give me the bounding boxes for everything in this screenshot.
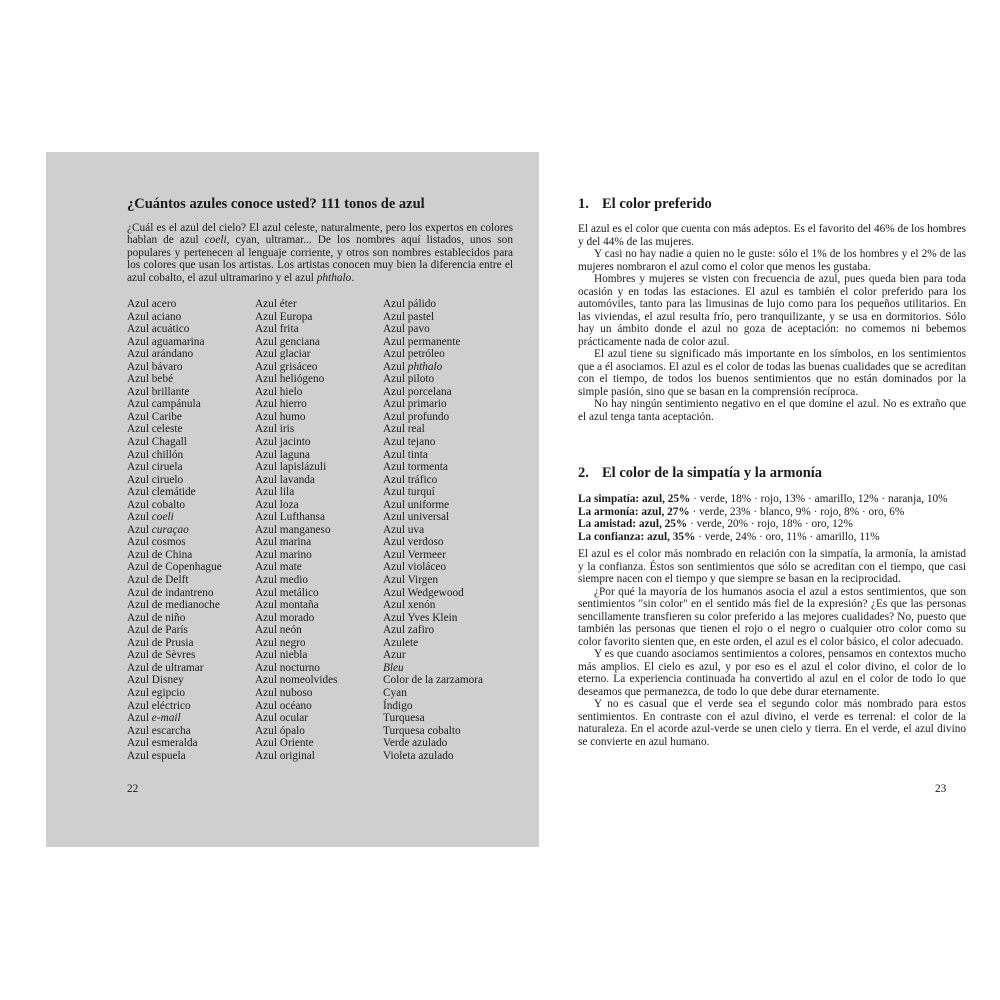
list-item: Verde azulado [383, 737, 448, 750]
list-item: Azul turquí [383, 486, 435, 499]
list-item: Azul lila [255, 486, 295, 499]
list-item: Azul niebla [255, 649, 308, 662]
list-item: Azulete [383, 636, 419, 649]
list-item: Azul original [255, 749, 315, 762]
stat-row [578, 518, 968, 531]
paragraph: Y es que cuando asociamos sentimientos a colores, pensamos en contextos mucho más amplios. El cielo es azul, y por eso es el azul el color divino, el color de lo eterno. La experiencia continuada ha convertido al azul en el color de todo lo que deseamos que permanezca, de todo lo que debe durar eternamente. [578, 648, 966, 698]
list-item: Azul ocular [255, 712, 309, 725]
list-item: Azul morado [255, 611, 315, 624]
stat-label: La armonía: azul, 27% [578, 505, 690, 518]
list-item: Azul bebé [127, 373, 174, 386]
list-item: Azul de Copenhague [127, 561, 222, 574]
list-item: Azul océano [255, 699, 312, 712]
list-item: Color de la zarzamora [383, 674, 484, 687]
list-item: Azul Lufthansa [255, 511, 325, 524]
list-item: Azul éter [255, 298, 297, 310]
list-item: Azul lapislázuli [255, 461, 327, 474]
section-2-number: 2. [578, 465, 589, 481]
section-2-body [578, 548, 966, 748]
list-item: Azul zafiro [383, 624, 435, 637]
list-item: Azul ciruela [127, 461, 183, 474]
left-page [46, 152, 539, 847]
list-column-3 [383, 298, 511, 762]
list-item: Azul celeste [127, 423, 183, 436]
list-item: Azul real [383, 423, 425, 436]
paragraph: Y casi no hay nadie a quien no le guste: sólo el 1% de los hombres y el 2% de las mujeres nombraron el azul como el color que menos les gustaba. [578, 248, 966, 273]
list-item: Azul aguamarina [127, 335, 205, 348]
list-item: Azul nuboso [255, 686, 313, 699]
list-item: Azul uniforme [383, 498, 450, 511]
paragraph: No hay ningún sentimiento negativo en el que domine el azul. No es extraño que el azul tenga tanta aceptación. [578, 398, 966, 423]
list-item: Azul de París [127, 624, 188, 637]
list-item: Azul phthalo [383, 360, 443, 373]
section-1-heading [578, 196, 712, 213]
list-item: Azul pálido [383, 298, 437, 310]
list-item: Azul Europa [255, 310, 313, 323]
list-item: Azul jacinto [255, 436, 311, 449]
list-item: Azul egipcio [127, 686, 186, 699]
list-item: Azul Virgen [383, 574, 439, 587]
list-item: Azur [383, 649, 406, 662]
list-item: Azul cobalto [127, 498, 186, 511]
list-item: Azul de ultramar [127, 661, 204, 674]
paragraph: El azul es el color que cuenta con más adeptos. Es el favorito del 46% de los hombres y del 44% de las mujeres. [578, 223, 966, 248]
stat-row [578, 506, 968, 519]
list-item: Violeta azulado [383, 749, 454, 762]
list-item: Azul ópalo [255, 724, 305, 737]
section-1-number: 1. [578, 196, 589, 212]
paragraph: Y no es casual que el verde sea el segundo color más nombrado para estos sentimientos. En contraste con el azul divino, el verde es terrenal: el color de la naturaleza. En el acorde azul-verde se unen cielo y tierra. En el verde, el azul divino se convierte en azul humano. [578, 698, 966, 748]
paragraph: El azul tiene su significado más importante en los símbolos, en los sentimientos que a él asociamos. El azul es el color de todas las buenas cualidades que se acreditan con el tiempo, de todos los buenos sentimientos que no están dominados por la simple pasión, sino que se basan en la comprensión recíproca. [578, 348, 966, 398]
list-item: Azul acuático [127, 323, 190, 336]
list-item: Azul bávaro [127, 360, 183, 373]
stat-row [578, 493, 968, 506]
stat-values: · verde, 24% · oro, 11% · amarillo, 11% [695, 530, 880, 543]
list-item: Cyan [383, 686, 407, 699]
list-item: Azul Vermeer [383, 548, 446, 561]
list-item: Azul tejano [383, 436, 436, 449]
list-item: Azul Chagall [127, 436, 187, 449]
list-item: Azul uva [383, 523, 425, 536]
list-item: Azul petróleo [383, 348, 445, 361]
list-item: Azul hielo [255, 385, 303, 398]
list-item: Azul tráfico [383, 473, 438, 486]
page-number: 23 [935, 783, 947, 795]
list-item: Azul escarcha [127, 724, 191, 737]
list-item: Azul metálico [255, 586, 319, 599]
list-item: Azul violáceo [383, 561, 447, 574]
stat-values: · verde, 18% · rojo, 13% · amarillo, 12% · naranja, 10% [690, 493, 948, 505]
list-item: Azul eléctrico [127, 699, 191, 712]
list-item: Azul cosmos [127, 536, 186, 549]
list-item: Azul Wedgewood [383, 586, 464, 599]
list-item: Azul coeli [127, 511, 174, 524]
stat-label: La simpatía: azul, 25% [578, 493, 691, 505]
list-item: Azul Disney [127, 674, 184, 687]
list-item: Turquesa [383, 712, 425, 725]
list-item: Azul medio [255, 574, 309, 587]
list-item: Azul humo [255, 410, 306, 423]
right-page [560, 152, 970, 847]
list-item: Azul clemátide [127, 486, 196, 499]
section-1-title: El color preferido [602, 196, 712, 212]
list-item: Azul nomeolvides [255, 674, 338, 687]
list-item: Azul de niño [127, 611, 186, 624]
list-column-2 [255, 298, 383, 762]
list-item: Azul tinta [383, 448, 428, 461]
list-item: Azul marino [255, 548, 312, 561]
list-item: Azul de China [127, 548, 193, 561]
list-item: Azul iris [255, 423, 295, 436]
list-item: Azul pavo [383, 323, 430, 336]
list-item: Azul Yves Klein [383, 611, 458, 624]
list-item: Azul chillón [127, 448, 184, 461]
list-item: Azul genciana [255, 335, 320, 348]
page-title: ¿Cuántos azules conoce usted? 111 tonos de azul [127, 196, 425, 212]
list-item: Azul manganeso [255, 523, 331, 536]
list-item: Índigo [383, 699, 413, 712]
page-number: 22 [127, 783, 139, 795]
stat-row [578, 531, 968, 544]
list-item: Azul ciruelo [127, 473, 184, 486]
list-item: Azul porcelana [383, 385, 452, 398]
list-item: Azul de indantreno [127, 586, 214, 599]
list-item: Azul piloto [383, 373, 435, 386]
list-item: Azul laguna [255, 448, 310, 461]
list-item: Azul nocturno [255, 661, 320, 674]
list-item: Azul mate [255, 561, 302, 574]
list-item: Azul espuela [127, 749, 186, 762]
list-item: Azul negro [255, 636, 306, 649]
section-2-heading [578, 465, 822, 482]
stat-label: La amistad: azul, 25% [578, 518, 688, 530]
list-item: Azul campánula [127, 398, 201, 411]
list-item: Bleu [383, 661, 404, 674]
list-item: Azul neón [255, 624, 302, 637]
paragraph: ¿Por qué la mayoría de los humanos asocia el azul a estos sentimientos, que son sentimientos "sin color" en el sentido más fiel de la expresión? ¿Es que las personas sencillamente transfieren su color preferido a las mejores cualidades? No, puesto que también las personas que tienen el rojo o el negro o cualquier otro color como su color favorito sienten que, en este orden, el azul es el color básico, el color adecuado. [578, 585, 966, 648]
list-item: Azul glaciar [255, 348, 311, 361]
intro-paragraph: ¿Cuál es el azul del cielo? El azul celeste, naturalmente, pero los expertos en colores hablan de azul coeli, cyan, ultramar... De los nombres aquí listados, unos son populares y pertenecen al lenguaje corriente, y otros son nombres establecidos para los colores que usan los artistas. Los artistas conocen muy bien la diferencia entre el azul cobalto, el azul ultramarino y el azul phthalo. [127, 222, 513, 284]
list-item: Azul heliógeno [255, 373, 325, 386]
list-item: Azul acero [127, 298, 177, 310]
list-item: Azul brillante [127, 385, 190, 398]
survey-stats [578, 493, 968, 543]
list-item: Azul de Sèvres [127, 649, 196, 662]
paragraph: El azul es el color más nombrado en relación con la simpatía, la armonía, la amistad y la confianza. Éstos son sentimientos que sólo se acreditan con el tiempo, que casi siempre nacen con el tiempo y que siempre se basan en la reciprocidad. [578, 548, 966, 585]
paragraph: Hombres y mujeres se visten con frecuencia de azul, pues queda bien para toda ocasión y en todas las estaciones. El azul es también el color preferido para los automóviles, tanto para las limusinas de lujo como para los pequeños utilitarios. En las viviendas, el azul resulta frío, pero tranquilizante, y se usa en dormitorios. Sólo hay un ámbito donde el azul no goza de aceptación: no comemos ni bebemos prácticamente nada de color azul. [578, 273, 966, 348]
list-column-1 [127, 298, 255, 762]
list-item: Azul loza [255, 498, 299, 511]
list-item: Azul de Prusia [127, 636, 194, 649]
list-item: Azul hierro [255, 398, 307, 411]
list-item: Azul montaña [255, 599, 319, 612]
list-item: Azul e-mail [127, 712, 181, 725]
list-item: Azul pastel [383, 310, 435, 323]
list-item: Azul curaçao [127, 523, 189, 536]
stat-values: · verde, 20% · rojo, 18% · oro, 12% [687, 518, 853, 530]
stat-values: · verde, 23% · blanco, 9% · rojo, 8% · oro, 6% [689, 505, 905, 518]
list-item: Azul lavanda [255, 473, 315, 486]
list-item: Azul frita [255, 323, 299, 336]
section-2-title: El color de la simpatía y la armonía [602, 465, 823, 481]
list-item: Azul arándano [127, 348, 194, 361]
list-item: Azul marina [255, 536, 312, 549]
list-item: Azul de Delft [127, 574, 189, 587]
stat-label: La confianza: azul, 35% [578, 530, 696, 543]
list-item: Azul permanente [383, 335, 461, 348]
section-1-body [578, 223, 966, 423]
list-item: Azul esmeralda [127, 737, 198, 750]
list-item: Azul grisáceo [255, 360, 318, 373]
list-item: Azul primario [383, 398, 447, 411]
list-item: Azul Oriente [255, 737, 314, 750]
list-item: Azul universal [383, 511, 450, 524]
list-item: Azul tormenta [383, 461, 448, 474]
list-item: Turquesa cobalto [383, 724, 461, 737]
list-item: Azul aciano [127, 310, 182, 323]
list-item: Azul xenón [383, 599, 436, 612]
list-item: Azul Caribe [127, 410, 182, 423]
list-item: Azul profundo [383, 410, 450, 423]
list-item: Azul verdoso [383, 536, 444, 549]
list-item: Azul de medianoche [127, 599, 220, 612]
